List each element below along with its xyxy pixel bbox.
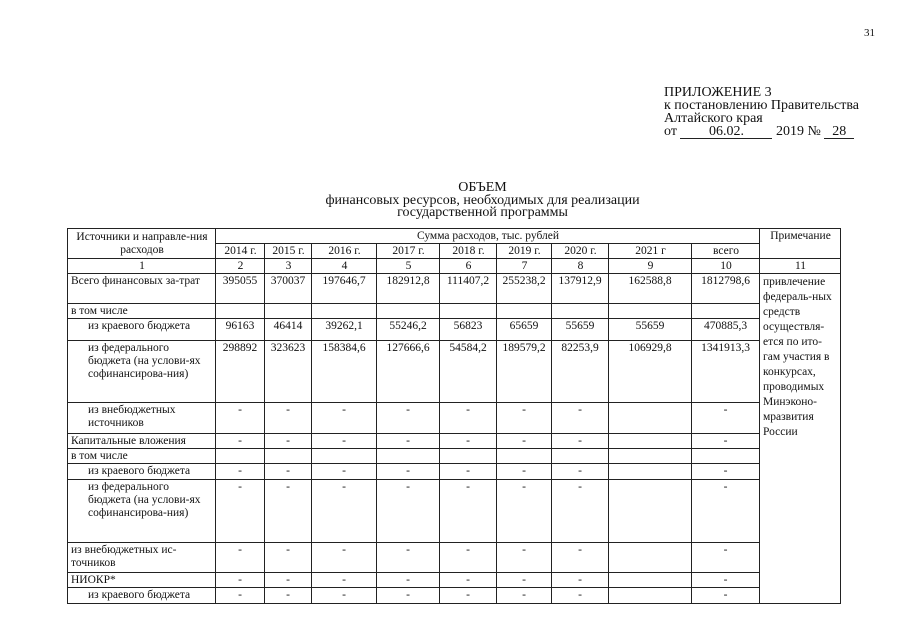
year: 2019 [775, 124, 804, 139]
value-cell [692, 449, 760, 464]
value-cell [265, 304, 312, 319]
table-row [68, 434, 841, 449]
title-line-1: ОБЪЕМ [458, 180, 507, 195]
table-row [68, 341, 841, 403]
value-cell: - [552, 573, 609, 588]
value-cell: 111407,2 [440, 274, 497, 304]
value-cell [609, 543, 692, 573]
value-cell [377, 449, 440, 464]
column-number-5: 6 [440, 259, 497, 274]
table-row [68, 449, 841, 464]
table-row [68, 588, 841, 604]
value-cell: - [552, 464, 609, 480]
value-cell [552, 449, 609, 464]
value-cell: - [377, 403, 440, 434]
value-cell: - [440, 403, 497, 434]
row-label: из краевого бюджета [68, 588, 216, 604]
number-label: № [807, 124, 821, 139]
value-cell [440, 449, 497, 464]
page-number: 31 [864, 27, 875, 39]
value-cell: 470885,3 [692, 319, 760, 341]
header-sum: Сумма расходов, тыс. рублей [216, 229, 760, 244]
value-cell: - [552, 403, 609, 434]
title-line-3: государственной программы [397, 205, 568, 220]
header-note: Примечание [760, 229, 841, 259]
value-cell: - [312, 434, 377, 449]
value-cell: - [440, 464, 497, 480]
value-cell: - [265, 543, 312, 573]
value-cell [609, 434, 692, 449]
value-cell: - [312, 403, 377, 434]
value-cell: - [552, 543, 609, 573]
number-value: 28 [824, 126, 854, 139]
value-cell [609, 588, 692, 604]
appendix-line-1: к постановлению Правительства [664, 98, 860, 113]
year-header-7: 2021 г [609, 244, 692, 259]
value-cell: 65659 [497, 319, 552, 341]
value-cell: - [692, 588, 760, 604]
value-cell: 55659 [609, 319, 692, 341]
value-cell: 162588,8 [609, 274, 692, 304]
header-row-1 [68, 229, 841, 244]
year-header-3: 2017 г. [377, 244, 440, 259]
column-number-7: 8 [552, 259, 609, 274]
value-cell: - [497, 464, 552, 480]
row-label: в том числе [68, 304, 216, 319]
value-cell: 46414 [265, 319, 312, 341]
value-cell: - [312, 573, 377, 588]
value-cell: - [377, 573, 440, 588]
value-cell: - [552, 588, 609, 604]
value-cell [265, 449, 312, 464]
value-cell: - [692, 480, 760, 543]
column-number-8: 9 [609, 259, 692, 274]
value-cell [312, 304, 377, 319]
value-cell: - [265, 588, 312, 604]
value-cell: - [216, 588, 265, 604]
value-cell: - [377, 434, 440, 449]
value-cell: - [692, 403, 760, 434]
note-cell: привлечение федераль-ных средств осуществля-ется по ито-гам участия в конкурсах, проводимых Минэконо-мразвития России [760, 274, 841, 604]
year-header-8: всего [692, 244, 760, 259]
value-cell: - [216, 464, 265, 480]
row-label: Капитальные вложения [68, 434, 216, 449]
value-cell: - [497, 588, 552, 604]
date-value: 06.02. [680, 126, 772, 139]
value-cell: - [440, 434, 497, 449]
value-cell: - [440, 573, 497, 588]
table-row [68, 543, 841, 573]
value-cell: - [440, 588, 497, 604]
appendix-date-line [664, 125, 859, 139]
row-label: из внебюджетных ис-точников [68, 543, 216, 573]
value-cell: - [377, 480, 440, 543]
value-cell: - [552, 480, 609, 543]
value-cell: - [377, 588, 440, 604]
value-cell: 370037 [265, 274, 312, 304]
appendix-title: ПРИЛОЖЕНИЕ 3 [664, 85, 772, 100]
value-cell: 1341913,3 [692, 341, 760, 403]
value-cell: - [216, 543, 265, 573]
row-label: из краевого бюджета [68, 464, 216, 480]
table-row [68, 319, 841, 341]
year-header-6: 2020 г. [552, 244, 609, 259]
row-label: Всего финансовых за-трат [68, 274, 216, 304]
value-cell [440, 304, 497, 319]
value-cell: - [265, 480, 312, 543]
row-label: из внебюджетных источников [68, 403, 216, 434]
value-cell [216, 304, 265, 319]
value-cell: 395055 [216, 274, 265, 304]
value-cell: 1812798,6 [692, 274, 760, 304]
value-cell: 197646,7 [312, 274, 377, 304]
row-label: из федерального бюджета (на услови-ях софинансирова-ния) [68, 341, 216, 403]
value-cell [609, 464, 692, 480]
column-number-row [68, 259, 841, 274]
value-cell: - [377, 464, 440, 480]
value-cell: - [265, 573, 312, 588]
value-cell: - [312, 464, 377, 480]
value-cell [609, 573, 692, 588]
year-header-1: 2015 г. [265, 244, 312, 259]
value-cell: - [497, 480, 552, 543]
column-number-9: 10 [692, 259, 760, 274]
value-cell: 158384,6 [312, 341, 377, 403]
value-cell: 323623 [265, 341, 312, 403]
value-cell: - [312, 588, 377, 604]
value-cell: - [497, 573, 552, 588]
value-cell [609, 480, 692, 543]
value-cell: - [216, 573, 265, 588]
column-number-2: 3 [265, 259, 312, 274]
table-row [68, 304, 841, 319]
value-cell: - [265, 434, 312, 449]
value-cell: - [265, 403, 312, 434]
row-label: НИОКР* [68, 573, 216, 588]
value-cell: 189579,2 [497, 341, 552, 403]
value-cell: - [692, 464, 760, 480]
table-row [68, 403, 841, 434]
column-number-3: 4 [312, 259, 377, 274]
row-label: из краевого бюджета [68, 319, 216, 341]
table-row [68, 573, 841, 588]
appendix-block [664, 86, 859, 139]
value-cell: 127666,6 [377, 341, 440, 403]
value-cell [609, 403, 692, 434]
value-cell: 106929,8 [609, 341, 692, 403]
value-cell: - [312, 543, 377, 573]
title-line-2: финансовых ресурсов, необходимых для реализации [325, 192, 640, 208]
row-label: в том числе [68, 449, 216, 464]
column-number-1: 2 [216, 259, 265, 274]
value-cell: 298892 [216, 341, 265, 403]
value-cell: - [552, 434, 609, 449]
value-cell: - [692, 573, 760, 588]
row-label: из федерального бюджета (на услови-ях софинансирова-ния) [68, 480, 216, 543]
value-cell: 55659 [552, 319, 609, 341]
value-cell [312, 449, 377, 464]
value-cell [377, 304, 440, 319]
value-cell: - [497, 543, 552, 573]
value-cell: 55246,2 [377, 319, 440, 341]
year-header-5: 2019 г. [497, 244, 552, 259]
column-number-10: 11 [760, 259, 841, 274]
value-cell: 137912,9 [552, 274, 609, 304]
value-cell: 39262,1 [312, 319, 377, 341]
value-cell [497, 304, 552, 319]
from-label: от [664, 124, 677, 139]
value-cell: - [497, 434, 552, 449]
year-header-0: 2014 г. [216, 244, 265, 259]
value-cell: - [216, 480, 265, 543]
value-cell [609, 304, 692, 319]
column-number-4: 5 [377, 259, 440, 274]
value-cell: 96163 [216, 319, 265, 341]
value-cell [497, 449, 552, 464]
year-header-2: 2016 г. [312, 244, 377, 259]
value-cell [216, 449, 265, 464]
value-cell [552, 304, 609, 319]
value-cell [609, 449, 692, 464]
table-row [68, 464, 841, 480]
table-row [68, 274, 841, 304]
value-cell: - [377, 543, 440, 573]
value-cell: 54584,2 [440, 341, 497, 403]
value-cell: - [692, 543, 760, 573]
value-cell [692, 304, 760, 319]
value-cell: - [497, 403, 552, 434]
value-cell: - [440, 480, 497, 543]
value-cell: - [692, 434, 760, 449]
column-number-0: 1 [68, 259, 216, 274]
value-cell: - [312, 480, 377, 543]
column-number-6: 7 [497, 259, 552, 274]
value-cell: - [216, 403, 265, 434]
finance-table [67, 228, 841, 604]
value-cell: 255238,2 [497, 274, 552, 304]
value-cell: - [216, 434, 265, 449]
header-sources: Источники и направле-ния расходов [68, 229, 216, 259]
document-title [290, 182, 675, 220]
value-cell: - [440, 543, 497, 573]
value-cell: - [265, 464, 312, 480]
table-row [68, 480, 841, 543]
value-cell: 182912,8 [377, 274, 440, 304]
value-cell: 56823 [440, 319, 497, 341]
year-header-4: 2018 г. [440, 244, 497, 259]
value-cell: 82253,9 [552, 341, 609, 403]
appendix-line-2: Алтайского края [664, 111, 763, 126]
